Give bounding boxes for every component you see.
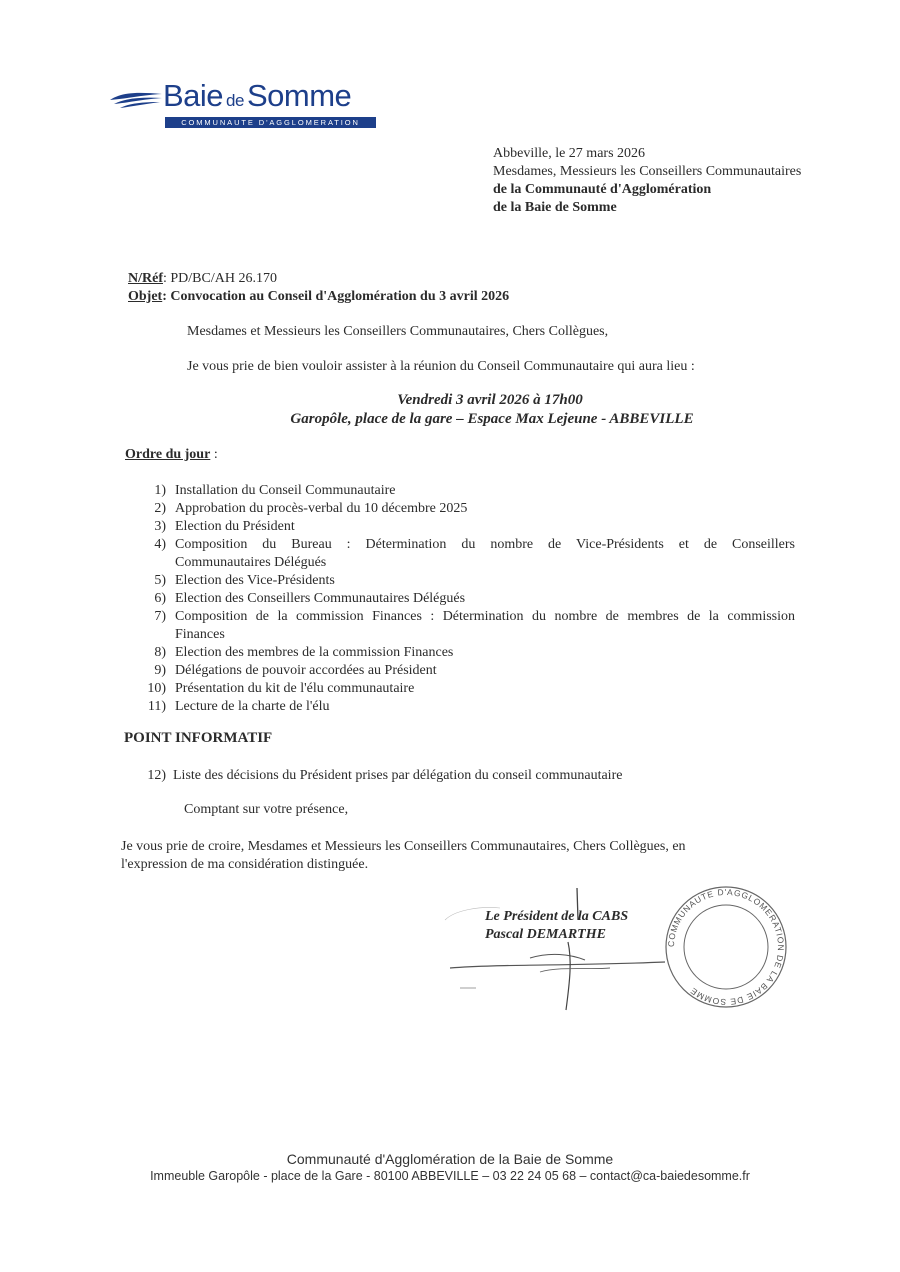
- closing-formula-line-2: l'expression de ma considération distinguée.: [121, 857, 369, 872]
- agenda-item-number: 2): [154, 501, 166, 516]
- intro-paragraph: Je vous prie de bien vouloir assister à la réunion du Conseil Communautaire qui aura lieu :: [187, 359, 695, 374]
- footer-address: Immeuble Garopôle - place de la Gare - 80100 ABBEVILLE – 03 22 24 05 68 – contact@ca-baiedesomme.fr: [150, 1169, 750, 1183]
- reference-value: : PD/BC/AH 26.170: [163, 271, 277, 286]
- meeting-date: Vendredi 3 avril 2026 à 17h00: [397, 392, 583, 408]
- info-item-text: Liste des décisions du Président prises par délégation du conseil communautaire: [173, 768, 623, 783]
- agenda-item-text: Finances: [175, 627, 225, 642]
- subject-value: : Convocation au Conseil d'Agglomération du 3 avril 2026: [162, 289, 510, 304]
- agenda-item-number: 7): [154, 609, 166, 624]
- footer-organization: Communauté d'Agglomération de la Baie de Somme: [286, 1151, 614, 1167]
- info-item-number: 12): [147, 768, 166, 783]
- subject-label: Objet: [128, 289, 163, 304]
- agenda-item-text: Communautaires Délégués: [175, 555, 327, 570]
- org-line-2: de la Baie de Somme: [493, 200, 617, 215]
- agenda-item-number: 10): [147, 681, 166, 696]
- agenda-title-text: Ordre du jour: [125, 447, 211, 462]
- agenda-item-text: Présentation du kit de l'élu communautaire: [175, 681, 415, 696]
- date-line: Abbeville, le 27 mars 2026: [493, 146, 646, 161]
- agenda-item-number: 3): [154, 519, 166, 534]
- agenda-item-text: Lecture de la charte de l'élu: [175, 699, 330, 714]
- recipient-line: Mesdames, Messieurs les Conseillers Communautaires: [493, 164, 802, 179]
- closing-formula-line-1: Je vous prie de croire, Mesdames et Messieurs les Conseillers Communautaires, Chers Collègues, en: [121, 839, 686, 854]
- agenda-title: [125, 446, 218, 464]
- agenda-item-number: 8): [154, 645, 166, 660]
- stamp-text: COMMUNAUTE D'AGGLOMERATION DE LA BAIE DE SOMME: [665, 886, 787, 1008]
- reference-label: N/Réf: [128, 271, 163, 286]
- handwritten-signature: [420, 880, 680, 1020]
- agenda-item-text: Délégations de pouvoir accordées au Président: [175, 663, 437, 678]
- salutation: Mesdames et Messieurs les Conseillers Communautaires, Chers Collègues,: [187, 324, 609, 339]
- presence-line: Comptant sur votre présence,: [184, 802, 349, 817]
- agenda-item-text: Composition du Bureau : Détermination du nombre de Vice-Présidents et de Conseillers: [175, 537, 795, 552]
- logo-wordmark: [163, 78, 351, 114]
- signatory-role: Le Président de la CABS: [485, 909, 629, 924]
- agenda-item-text: Approbation du procès-verbal du 10 décembre 2025: [175, 501, 468, 516]
- agenda-item-number: 4): [154, 537, 166, 552]
- agenda-item-number: 1): [154, 483, 166, 498]
- meeting-place: Garopôle, place de la gare – Espace Max Lejeune - ABBEVILLE: [290, 411, 694, 427]
- agenda-item-number: 11): [147, 699, 166, 714]
- agenda-item-number: 9): [154, 663, 166, 678]
- agenda-item-text: Election des Vice-Présidents: [175, 573, 335, 588]
- agenda-item-number: 6): [154, 591, 166, 606]
- logo-word-somme: Somme: [246, 78, 352, 113]
- logo-waves-icon: [108, 86, 164, 110]
- official-stamp: [660, 884, 792, 1010]
- org-line-1: de la Communauté d'Agglomération: [493, 182, 712, 197]
- agenda-item-text: Installation du Conseil Communautaire: [175, 483, 396, 498]
- agenda-item-text: Election du Président: [175, 519, 295, 534]
- agenda-item-text: Election des Conseillers Communautaires Délégués: [175, 591, 466, 606]
- agenda-item-text: Election des membres de la commission Finances: [175, 645, 454, 660]
- agenda-item-text: Composition de la commission Finances : Détermination du nombre de membres de la commission: [175, 609, 795, 624]
- info-title: POINT INFORMATIF: [124, 730, 273, 746]
- agenda-item-number: 5): [154, 573, 166, 588]
- reference-line: [128, 270, 277, 288]
- subject-line: [128, 288, 509, 306]
- signatory-name: Pascal DEMARTHE: [485, 927, 606, 942]
- agenda-title-suffix: :: [210, 447, 218, 462]
- logo-band: COMMUNAUTE D'AGGLOMERATION: [165, 117, 376, 128]
- logo-word-baie: Baie: [163, 78, 224, 113]
- logo-word-de: de: [226, 91, 244, 110]
